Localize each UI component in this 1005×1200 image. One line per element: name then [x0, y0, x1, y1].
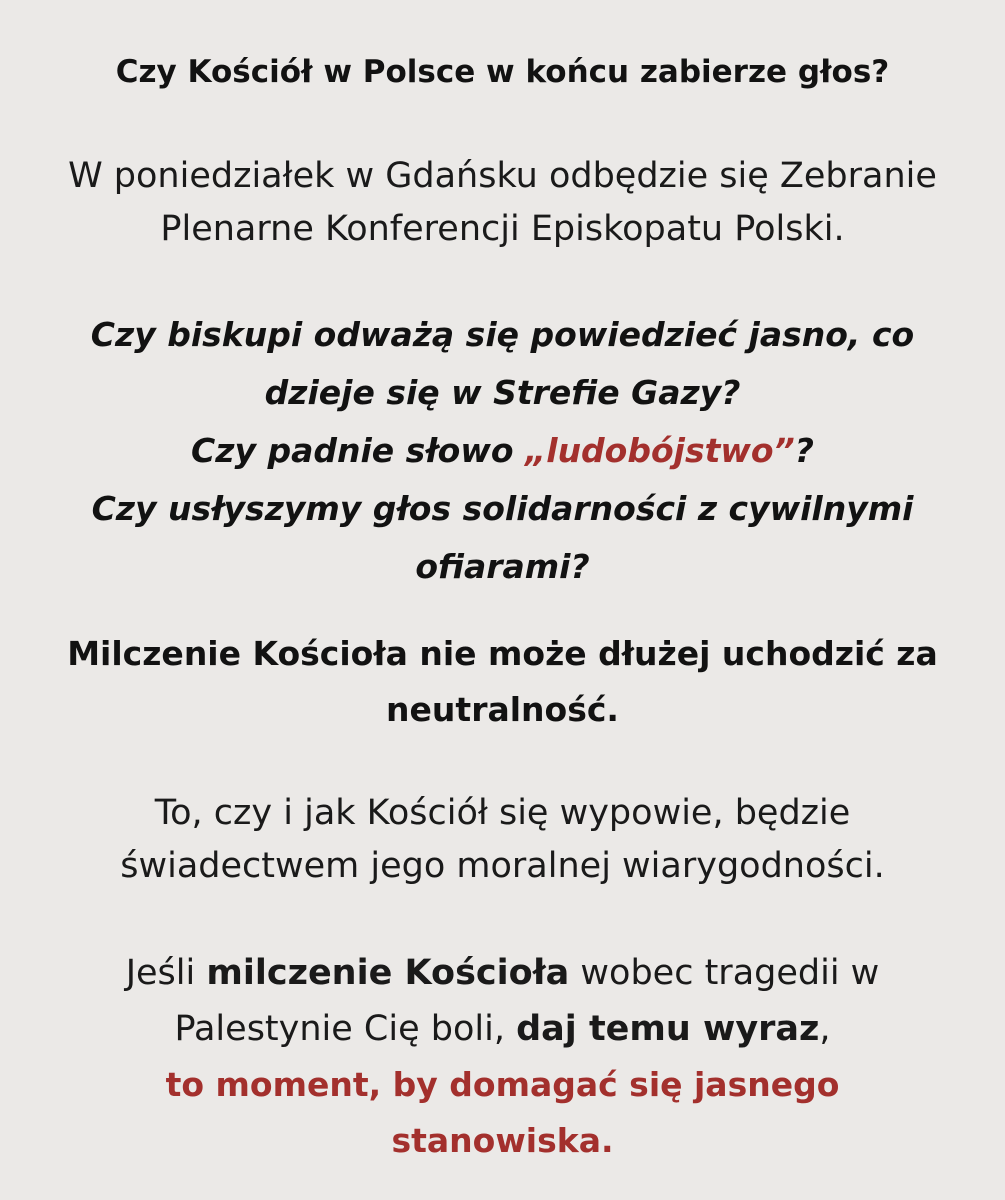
appeal-call-line-2: stanowiska.: [391, 1121, 614, 1160]
appeal-paragraph: [0, 945, 1005, 1169]
intro-line-1: W poniedziałek w Gdańsku odbędzie się Zebranie: [68, 156, 937, 196]
question-1-line-1: Czy biskupi odważą się powiedzieć jasno, co: [90, 315, 915, 354]
question-2-suffix: ?: [794, 431, 814, 470]
appeal-line-1-suffix: wobec tragedii w: [569, 953, 880, 993]
witness-line-2: świadectwem jego moralnej wiarygodności.: [120, 846, 885, 886]
appeal-line-2-prefix: Palestynie Cię boli,: [174, 1009, 517, 1049]
appeal-line-2: [0, 1001, 1005, 1057]
appeal-line-1-prefix: Jeśli: [125, 953, 207, 993]
statement-line-1: Milczenie Kościoła nie może dłużej uchodzić za: [67, 634, 938, 673]
appeal-line-1: [0, 945, 1005, 1001]
genocide-word-highlight: „ludobójstwo”: [525, 431, 795, 470]
statement-paragraph: [0, 626, 1005, 738]
page-title: [0, 44, 1005, 100]
question-3-line-2: ofiarami?: [415, 547, 590, 586]
appeal-line-2-suffix: ,: [819, 1009, 831, 1049]
witness-line-1: To, czy i jak Kościół się wypowie, będzie: [154, 793, 851, 833]
page-title-text: Czy Kościół w Polsce w końcu zabierze głos?: [115, 54, 890, 90]
intro-paragraph: [0, 150, 1005, 256]
appeal-call-line-1: to moment, by domagać się jasnego: [165, 1065, 840, 1104]
question-2-prefix: Czy padnie słowo: [191, 431, 525, 470]
intro-line-2: Plenarne Konferencji Episkopatu Polski.: [160, 209, 845, 249]
question-2: [0, 422, 1005, 480]
questions-paragraph: [0, 306, 1005, 596]
question-3-line-1: Czy usłyszymy głos solidarności z cywilnymi: [91, 489, 914, 528]
question-1-line-2: dzieje się w Strefie Gazy?: [264, 373, 741, 412]
appeal-line-2-bold: daj temu wyraz: [516, 1009, 820, 1049]
appeal-line-1-bold: milczenie Kościoła: [206, 953, 570, 993]
statement-line-2: neutralność.: [386, 690, 619, 729]
witness-paragraph: [0, 787, 1005, 893]
